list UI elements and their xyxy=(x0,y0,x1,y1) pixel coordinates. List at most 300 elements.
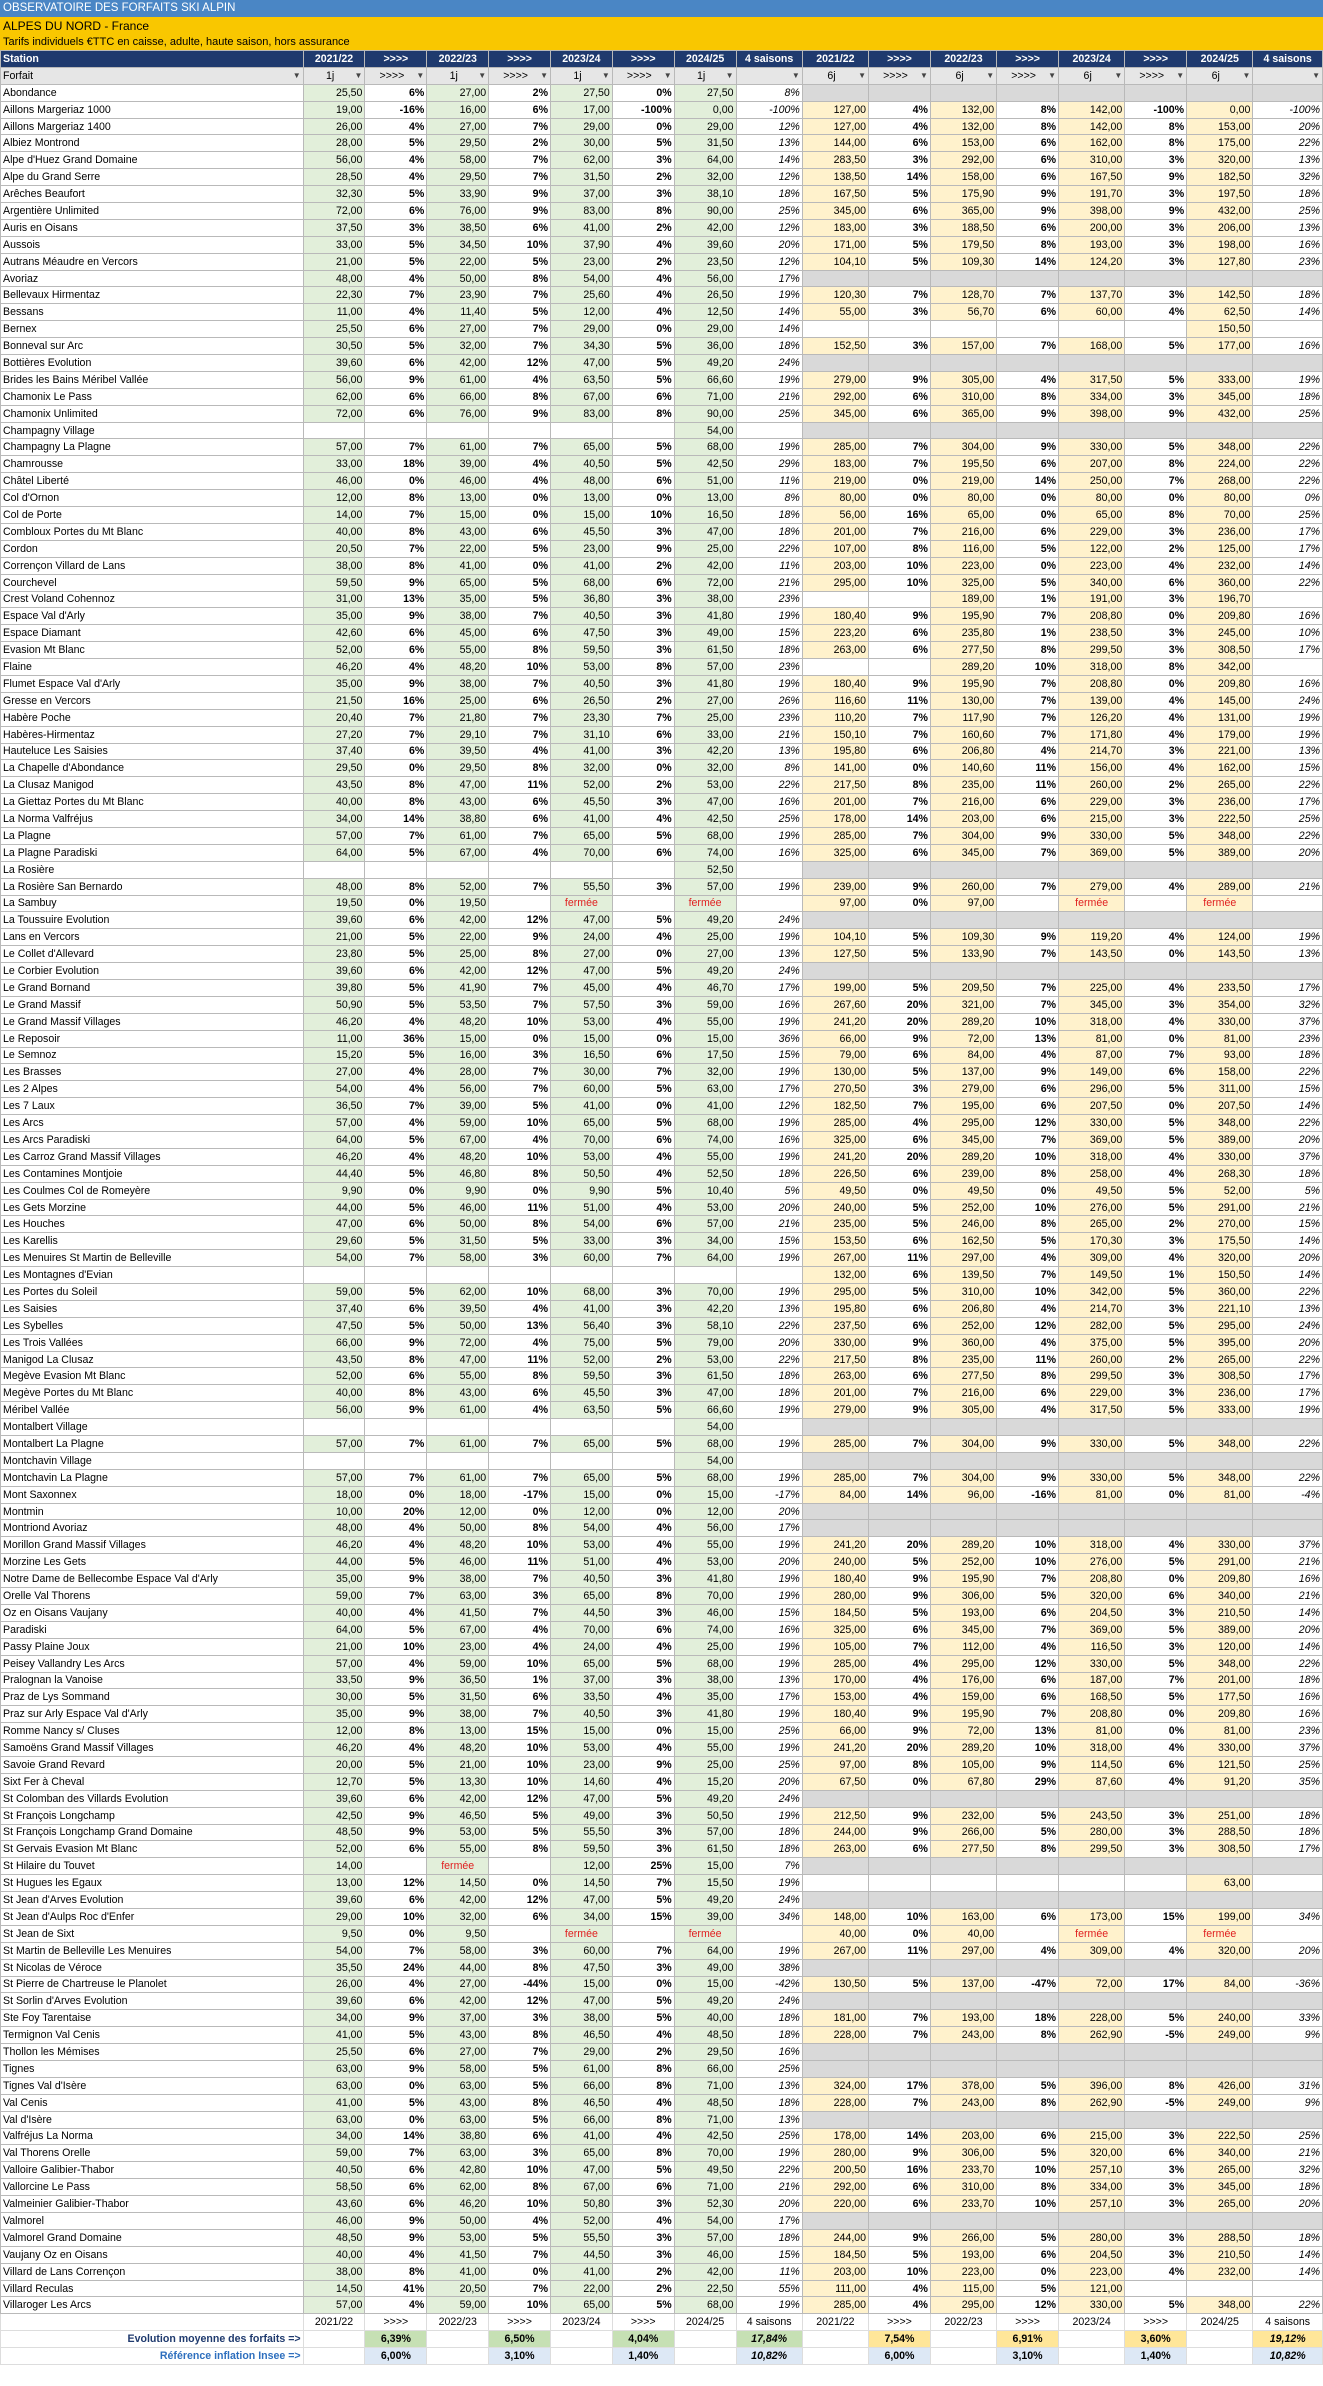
table-row xyxy=(1,963,1323,980)
filter-cell[interactable]: 1j ▼ xyxy=(674,67,736,84)
table-cell: 4% xyxy=(1125,1773,1187,1790)
filter-cell[interactable]: >>>> ▼ xyxy=(997,67,1059,84)
filter-dropdown-icon[interactable]: ▼ xyxy=(354,70,363,80)
table-cell: 345,00 xyxy=(802,203,868,220)
column-header[interactable]: >>>> xyxy=(489,51,551,68)
table-cell: 21,00 xyxy=(303,253,365,270)
table-cell: 16,50 xyxy=(550,1047,612,1064)
table-cell: 116,50 xyxy=(1059,1638,1125,1655)
table-cell: 5% xyxy=(365,135,427,152)
table-cell: 139,50 xyxy=(930,1267,996,1284)
table-cell: 17% xyxy=(1253,1385,1323,1402)
table-cell: 42,00 xyxy=(427,1892,489,1909)
column-header[interactable]: 2024/25 xyxy=(1187,51,1253,68)
table-cell: 279,00 xyxy=(802,371,868,388)
table-cell: 47,00 xyxy=(550,912,612,929)
table-cell xyxy=(1187,270,1253,287)
table-cell: 81,00 xyxy=(1187,1486,1253,1503)
table-cell: 5% xyxy=(612,1993,674,2010)
station-name: Aillons Margeriaz 1000 xyxy=(1,101,304,118)
table-cell: 97,00 xyxy=(802,1756,868,1773)
table-cell: 4% xyxy=(869,118,931,135)
table-row xyxy=(1,1638,1323,1655)
footer-column-header: 4 saisons xyxy=(736,2314,802,2331)
table-cell: 13% xyxy=(1253,152,1323,169)
filter-cell[interactable]: >>>> ▼ xyxy=(1125,67,1187,84)
filter-dropdown-icon[interactable]: ▼ xyxy=(601,70,610,80)
table-cell: 19% xyxy=(736,1706,802,1723)
footer-column-header: 2024/25 xyxy=(674,2314,736,2331)
table-cell: 23,00 xyxy=(427,1638,489,1655)
table-cell xyxy=(1187,1503,1253,1520)
table-cell xyxy=(997,912,1059,929)
table-cell: 4% xyxy=(365,659,427,676)
table-cell: 19% xyxy=(736,2297,802,2314)
table-cell: 6% xyxy=(997,1604,1059,1621)
table-cell: 20% xyxy=(736,1199,802,1216)
table-cell: 4% xyxy=(612,2128,674,2145)
table-cell: 318,00 xyxy=(1059,1740,1125,1757)
table-cell: 3% xyxy=(612,743,674,760)
filter-dropdown-icon[interactable]: ▼ xyxy=(725,70,734,80)
filter-dropdown-icon[interactable]: ▼ xyxy=(478,70,487,80)
table-cell: 39,50 xyxy=(427,743,489,760)
table-cell: 268,00 xyxy=(1187,473,1253,490)
table-cell: 292,00 xyxy=(802,2179,868,2196)
table-cell: 32,00 xyxy=(427,338,489,355)
table-cell: 6% xyxy=(1125,1756,1187,1773)
table-row xyxy=(1,2213,1323,2230)
table-cell: 76,00 xyxy=(427,203,489,220)
filter-dropdown-icon[interactable]: ▼ xyxy=(540,70,548,80)
filter-cell[interactable]: >>>> ▼ xyxy=(869,67,931,84)
station-name: Bonneval sur Arc xyxy=(1,338,304,355)
table-cell: 16,50 xyxy=(674,507,736,524)
table-cell: 167,50 xyxy=(802,186,868,203)
table-cell: 375,00 xyxy=(1059,1334,1125,1351)
table-cell: 18% xyxy=(736,642,802,659)
table-cell: 81,00 xyxy=(1059,1723,1125,1740)
column-header[interactable]: Station xyxy=(1,51,304,68)
table-cell: 0% xyxy=(1125,1030,1187,1047)
table-cell xyxy=(802,2060,868,2077)
footer-empty xyxy=(550,2331,612,2348)
table-cell: 61,00 xyxy=(427,439,489,456)
table-cell: 13,00 xyxy=(303,1875,365,1892)
table-cell: 6% xyxy=(489,219,551,236)
table-cell: 144,00 xyxy=(802,135,868,152)
column-header[interactable]: 2023/24 xyxy=(1059,51,1125,68)
table-cell: 5% xyxy=(869,1976,931,1993)
column-header[interactable]: >>>> xyxy=(869,51,931,68)
table-cell: 38,10 xyxy=(674,186,736,203)
table-cell: 127,00 xyxy=(802,101,868,118)
table-cell: 12% xyxy=(736,219,802,236)
filter-cell[interactable]: 1j ▼ xyxy=(427,67,489,84)
filter-cell[interactable]: >>>> ▼ xyxy=(612,67,674,84)
table-cell: 34% xyxy=(736,1908,802,1925)
table-cell: 6% xyxy=(612,2179,674,2196)
filter-dropdown-icon[interactable]: ▼ xyxy=(663,70,672,80)
table-cell: 204,50 xyxy=(1059,2246,1125,2263)
column-header[interactable]: >>>> xyxy=(365,51,427,68)
table-cell: 110,20 xyxy=(802,709,868,726)
station-name: La Rosière xyxy=(1,861,304,878)
table-cell: 20% xyxy=(869,1537,931,1554)
table-cell: 127,50 xyxy=(802,946,868,963)
table-cell: 38,00 xyxy=(674,1672,736,1689)
filter-dropdown-icon[interactable]: ▼ xyxy=(858,70,867,80)
table-cell: 23,00 xyxy=(550,540,612,557)
table-cell: 52,00 xyxy=(550,2213,612,2230)
table-row xyxy=(1,2179,1323,2196)
table-cell: 112,00 xyxy=(930,1638,996,1655)
table-cell: 48,00 xyxy=(303,878,365,895)
table-cell xyxy=(1253,659,1323,676)
column-header[interactable]: 2023/24 xyxy=(550,51,612,68)
table-cell: 104,10 xyxy=(802,929,868,946)
table-cell: 5% xyxy=(365,1773,427,1790)
table-cell xyxy=(1059,355,1125,372)
table-cell xyxy=(930,1858,996,1875)
filter-cell[interactable] xyxy=(1253,67,1323,84)
table-cell: -17% xyxy=(489,1486,551,1503)
column-header[interactable]: 2021/22 xyxy=(802,51,868,68)
table-cell: 0% xyxy=(365,2111,427,2128)
table-cell: 47,00 xyxy=(550,1993,612,2010)
table-cell xyxy=(802,1419,868,1436)
table-cell: 53,00 xyxy=(674,1351,736,1368)
filter-cell[interactable]: >>>> ▼ xyxy=(365,67,427,84)
table-cell: 34,00 xyxy=(303,2128,365,2145)
station-name: Crest Voland Cohennoz xyxy=(1,591,304,608)
table-cell: 398,00 xyxy=(1059,405,1125,422)
table-cell: 5% xyxy=(869,1216,931,1233)
table-cell xyxy=(930,1959,996,1976)
filter-dropdown-icon[interactable]: ▼ xyxy=(791,70,800,80)
table-cell: 63,00 xyxy=(303,2077,365,2094)
table-cell: 179,00 xyxy=(1187,726,1253,743)
table-cell: 2% xyxy=(489,84,551,101)
table-cell: 10% xyxy=(869,2263,931,2280)
filter-cell[interactable]: Forfait ▼ xyxy=(1,67,304,84)
table-cell: 8% xyxy=(612,203,674,220)
table-cell: 47,00 xyxy=(550,1892,612,1909)
column-header[interactable]: >>>> xyxy=(1125,51,1187,68)
table-cell: 21% xyxy=(736,388,802,405)
table-cell xyxy=(736,1925,802,1942)
footer-column-header: 2021/22 xyxy=(802,2314,868,2331)
table-cell: 8% xyxy=(489,1959,551,1976)
filter-dropdown-icon[interactable]: ▼ xyxy=(292,70,301,80)
table-cell: 66,00 xyxy=(303,1334,365,1351)
table-cell: 260,00 xyxy=(1059,1351,1125,1368)
table-cell: 295,00 xyxy=(1187,1317,1253,1334)
table-cell: fermée xyxy=(674,895,736,912)
table-cell: 6% xyxy=(612,844,674,861)
filter-dropdown-icon[interactable]: ▼ xyxy=(1312,70,1320,80)
table-cell: 48,20 xyxy=(427,1148,489,1165)
table-cell: 47,50 xyxy=(303,1317,365,1334)
table-cell: 60,00 xyxy=(550,1250,612,1267)
column-header[interactable]: 2022/23 xyxy=(930,51,996,68)
table-cell: 3% xyxy=(1125,388,1187,405)
table-cell xyxy=(930,2111,996,2128)
table-cell: 8% xyxy=(612,659,674,676)
station-name: Méribel Vallée xyxy=(1,1402,304,1419)
table-cell: 200,00 xyxy=(1059,219,1125,236)
table-cell: 22% xyxy=(1253,574,1323,591)
table-cell: 5% xyxy=(869,946,931,963)
table-cell: 206,80 xyxy=(930,1300,996,1317)
table-cell: 5% xyxy=(489,540,551,557)
table-cell: 61,00 xyxy=(550,2060,612,2077)
table-cell: 5% xyxy=(1125,1554,1187,1571)
table-cell xyxy=(930,963,996,980)
table-cell: 52,00 xyxy=(550,1351,612,1368)
inflation-value: 10,82% xyxy=(1253,2348,1323,2365)
table-cell: 72,00 xyxy=(1059,1976,1125,1993)
table-cell: 3% xyxy=(612,1824,674,1841)
table-row xyxy=(1,456,1323,473)
table-cell: 74,00 xyxy=(674,844,736,861)
table-cell: 59,50 xyxy=(303,574,365,591)
filter-cell[interactable]: 6j ▼ xyxy=(930,67,996,84)
table-cell: 7% xyxy=(489,1706,551,1723)
filter-cell[interactable]: 1j ▼ xyxy=(550,67,612,84)
column-header[interactable]: 4 saisons xyxy=(736,51,802,68)
table-cell xyxy=(802,355,868,372)
table-cell: 0% xyxy=(612,1030,674,1047)
station-name: Cordon xyxy=(1,540,304,557)
table-cell: fermée xyxy=(1187,895,1253,912)
table-cell: 66,00 xyxy=(550,2077,612,2094)
table-cell: 18,00 xyxy=(303,1486,365,1503)
table-cell: 11% xyxy=(736,473,802,490)
table-cell: 29,50 xyxy=(427,169,489,186)
table-cell: 10% xyxy=(997,2196,1059,2213)
column-header[interactable]: 4 saisons xyxy=(1253,51,1323,68)
table-cell: 16,00 xyxy=(427,101,489,118)
table-cell xyxy=(736,1419,802,1436)
filter-dropdown-icon[interactable]: ▼ xyxy=(1114,70,1123,80)
column-header[interactable]: >>>> xyxy=(612,51,674,68)
table-cell: 50,00 xyxy=(427,1520,489,1537)
station-name: Les Saisies xyxy=(1,1300,304,1317)
table-cell: 24,00 xyxy=(550,1638,612,1655)
table-cell: 36,50 xyxy=(303,1098,365,1115)
column-header[interactable]: 2022/23 xyxy=(427,51,489,68)
table-cell xyxy=(1253,84,1323,101)
table-cell: 7% xyxy=(869,794,931,811)
table-cell: 8% xyxy=(489,270,551,287)
table-cell: 10% xyxy=(489,2297,551,2314)
table-cell: 16% xyxy=(1253,1689,1323,1706)
table-cell xyxy=(1187,2060,1253,2077)
table-cell: 0% xyxy=(365,473,427,490)
table-row xyxy=(1,1537,1323,1554)
table-cell: 19% xyxy=(736,827,802,844)
table-cell: 33% xyxy=(1253,2010,1323,2027)
filter-cell[interactable]: 6j ▼ xyxy=(802,67,868,84)
table-cell: 7% xyxy=(997,1571,1059,1588)
table-cell: 49,20 xyxy=(674,912,736,929)
table-cell: 66,00 xyxy=(550,2111,612,2128)
table-cell: 7% xyxy=(489,709,551,726)
column-header[interactable]: >>>> xyxy=(997,51,1059,68)
footer-column-header: >>>> xyxy=(997,2314,1059,2331)
table-cell: 6% xyxy=(869,1621,931,1638)
table-cell: 57,00 xyxy=(674,1824,736,1841)
table-cell: 12% xyxy=(489,1892,551,1909)
table-cell: 348,00 xyxy=(1187,1655,1253,1672)
filter-cell[interactable] xyxy=(736,67,802,84)
table-cell xyxy=(489,1267,551,1284)
table-cell: 48,50 xyxy=(674,2027,736,2044)
table-cell xyxy=(869,963,931,980)
table-cell: 33,00 xyxy=(550,1233,612,1250)
table-row xyxy=(1,1875,1323,1892)
table-cell: 10% xyxy=(489,1655,551,1672)
table-cell: 20% xyxy=(736,1334,802,1351)
filter-cell[interactable]: 6j ▼ xyxy=(1059,67,1125,84)
table-cell: 6% xyxy=(612,1047,674,1064)
table-cell: 199,00 xyxy=(1187,1908,1253,1925)
table-cell xyxy=(365,861,427,878)
filter-cell[interactable]: >>>> ▼ xyxy=(489,67,551,84)
table-cell: 9% xyxy=(1125,169,1187,186)
table-cell: 0% xyxy=(1125,1723,1187,1740)
filter-dropdown-icon[interactable]: ▼ xyxy=(1242,70,1251,80)
table-cell: 75,00 xyxy=(550,1334,612,1351)
table-cell: 55,00 xyxy=(427,642,489,659)
footer-empty xyxy=(930,2331,996,2348)
column-header[interactable]: 2021/22 xyxy=(303,51,365,68)
table-cell: 6% xyxy=(612,1621,674,1638)
table-cell: 10% xyxy=(489,1740,551,1757)
table-cell: 65,00 xyxy=(550,2145,612,2162)
table-cell: 11% xyxy=(489,777,551,794)
table-cell: 24% xyxy=(736,912,802,929)
table-cell: 30,00 xyxy=(550,135,612,152)
table-cell: 0% xyxy=(1125,1486,1187,1503)
table-row xyxy=(1,1351,1323,1368)
table-cell: 34,50 xyxy=(427,236,489,253)
table-cell: 43,00 xyxy=(427,2027,489,2044)
station-name: Oz en Oisans Vaujany xyxy=(1,1604,304,1621)
table-cell: 26,50 xyxy=(674,287,736,304)
table-cell: 43,00 xyxy=(427,794,489,811)
table-cell: 109,30 xyxy=(930,929,996,946)
table-cell: 10% xyxy=(997,1537,1059,1554)
table-row xyxy=(1,1655,1323,1672)
table-cell: 153,50 xyxy=(802,1233,868,1250)
table-cell: -44% xyxy=(489,1976,551,1993)
table-cell: 8% xyxy=(1125,456,1187,473)
table-cell: 22% xyxy=(1253,2297,1323,2314)
table-cell: 49,00 xyxy=(674,625,736,642)
table-cell: 241,20 xyxy=(802,1740,868,1757)
filter-cell[interactable]: 6j ▼ xyxy=(1187,67,1253,84)
table-cell: 8% xyxy=(1125,659,1187,676)
filter-cell[interactable]: 1j ▼ xyxy=(303,67,365,84)
table-cell: 7% xyxy=(365,439,427,456)
table-cell: 4% xyxy=(365,304,427,321)
station-name: St François Longchamp xyxy=(1,1807,304,1824)
table-cell: 17% xyxy=(1253,1368,1323,1385)
table-cell: 5% xyxy=(365,844,427,861)
table-cell: 141,00 xyxy=(802,760,868,777)
table-cell: 79,00 xyxy=(674,1334,736,1351)
table-cell: 243,00 xyxy=(930,2027,996,2044)
station-name: St Hugues les Egaux xyxy=(1,1875,304,1892)
header-row xyxy=(1,51,1323,68)
table-cell xyxy=(1125,1858,1187,1875)
table-cell: 7% xyxy=(997,726,1059,743)
filter-dropdown-icon[interactable]: ▼ xyxy=(416,70,425,80)
table-cell: 365,00 xyxy=(930,405,996,422)
table-cell xyxy=(930,422,996,439)
table-cell: 5% xyxy=(365,253,427,270)
table-cell: 122,00 xyxy=(1059,540,1125,557)
filter-dropdown-icon[interactable]: ▼ xyxy=(1048,70,1056,80)
table-cell: 40,00 xyxy=(303,794,365,811)
station-name: Tignes Val d'Isère xyxy=(1,2077,304,2094)
table-cell: 24% xyxy=(736,355,802,372)
table-cell: 3% xyxy=(1125,219,1187,236)
table-cell: 72,00 xyxy=(674,574,736,591)
table-cell: 80,00 xyxy=(1059,490,1125,507)
table-cell: 19% xyxy=(736,1013,802,1030)
table-cell: 25,00 xyxy=(427,946,489,963)
table-cell: 162,00 xyxy=(1187,760,1253,777)
table-cell: 228,00 xyxy=(802,2027,868,2044)
table-cell: 8% xyxy=(365,1351,427,1368)
table-cell: 220,00 xyxy=(802,2196,868,2213)
station-name: La Sambuy xyxy=(1,895,304,912)
table-row xyxy=(1,1081,1323,1098)
table-cell: 3% xyxy=(612,1706,674,1723)
table-cell: 5% xyxy=(1125,827,1187,844)
table-cell: 39,00 xyxy=(427,1098,489,1115)
filter-dropdown-icon[interactable]: ▼ xyxy=(986,70,995,80)
table-cell xyxy=(997,1790,1059,1807)
filter-dropdown-icon[interactable]: ▼ xyxy=(1176,70,1185,80)
table-cell xyxy=(997,1419,1059,1436)
table-row xyxy=(1,2229,1323,2246)
table-row xyxy=(1,557,1323,574)
table-cell: 3% xyxy=(1125,811,1187,828)
table-cell: 5% xyxy=(489,2077,551,2094)
filter-dropdown-icon[interactable]: ▼ xyxy=(919,70,928,80)
table-cell: 4% xyxy=(365,1013,427,1030)
table-cell: 63,50 xyxy=(550,371,612,388)
table-cell: 198,00 xyxy=(1187,236,1253,253)
table-cell xyxy=(997,1503,1059,1520)
table-cell xyxy=(802,321,868,338)
table-cell: 19% xyxy=(736,878,802,895)
table-cell xyxy=(930,1993,996,2010)
table-cell: 5% xyxy=(1125,338,1187,355)
station-name: Aillons Margeriaz 1400 xyxy=(1,118,304,135)
table-cell: 29,00 xyxy=(550,118,612,135)
table-cell: 22% xyxy=(736,540,802,557)
table-cell: 5% xyxy=(1125,1081,1187,1098)
table-cell: 36,50 xyxy=(427,1672,489,1689)
table-row xyxy=(1,1250,1323,1267)
column-header[interactable]: 2024/25 xyxy=(674,51,736,68)
table-cell: 216,00 xyxy=(930,794,996,811)
